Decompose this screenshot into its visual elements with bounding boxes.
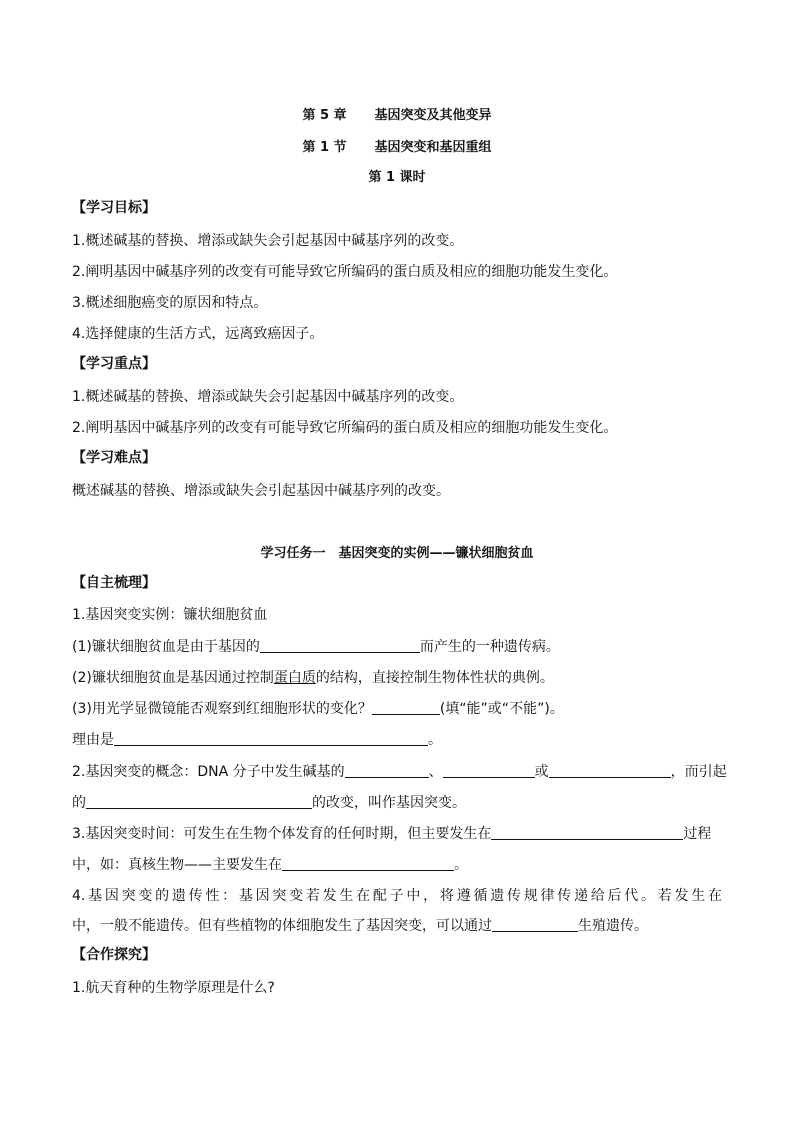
question-1	[72, 636, 560, 656]
question-text: 3.基因突变时间：可发生在生物个体发育的任何时期，但主要发生在	[72, 826, 492, 842]
answer-blank[interactable]	[260, 638, 420, 653]
key-points-title: 【学习重点】	[72, 356, 156, 372]
timing-line	[72, 823, 711, 843]
key-point-item: 1.概述碱基的替换、增添或缺失会引起基因中碱基序列的改变。	[72, 389, 464, 405]
question-text: 理由是	[72, 732, 114, 748]
chapter-title: 基因突变及其他变异	[374, 108, 492, 123]
answer-blank[interactable]	[491, 825, 683, 840]
goal-item: 1.概述碱基的替换、增添或缺失会引起基因中碱基序列的改变。	[72, 233, 464, 249]
answer-blank[interactable]	[345, 763, 429, 778]
question-space-breeding: 1.航天育种的生物学原理是什么?	[72, 980, 275, 996]
answer-blank[interactable]	[372, 700, 440, 715]
heredity-line: 4.基因突变的遗传性：基因突变若发生在配子中，将遵循遗传规律传递给后代。若发生在	[72, 888, 722, 904]
question-text: 的结构，直接控制生物体性状的典例。	[315, 670, 554, 686]
question-text: 或	[534, 764, 549, 780]
answer-blank[interactable]	[443, 763, 535, 778]
lesson-heading: 第 1 课时	[368, 170, 426, 185]
question-text: 2.基因突变的概念：DNA 分子中发生碱基的	[72, 764, 345, 780]
answer-blank[interactable]	[549, 763, 671, 778]
question-3	[72, 698, 564, 718]
question-text: 。	[454, 857, 468, 873]
goal-item: 2.阐明基因中碱基序列的改变有可能导致它所编码的蛋白质及相应的细胞功能发生变化。	[72, 264, 618, 280]
cooperation-title: 【合作探究】	[72, 947, 156, 963]
question-text: (2)镰状细胞贫血是基因通过控制	[72, 670, 274, 686]
section-title: 基因突变和基因重组	[374, 140, 492, 155]
answer-blank[interactable]	[86, 794, 312, 809]
heredity-line-2	[72, 915, 648, 935]
task1-title: 学习任务一 基因突变的实例——镰状细胞贫血	[260, 546, 534, 561]
reason-line	[72, 729, 442, 749]
question-text: 生殖遗传。	[578, 918, 648, 934]
question-text: (3)用光学显微镜能否观察到红细胞形状的变化？	[72, 701, 372, 717]
self-study-title: 【自主梳理】	[72, 575, 156, 591]
answer-blank[interactable]	[114, 731, 428, 746]
section-number: 第 1 节	[302, 140, 347, 155]
concept-line	[72, 761, 727, 781]
answer-blank[interactable]	[492, 917, 578, 932]
question-2	[72, 667, 554, 687]
timing-line-2	[72, 854, 468, 874]
answer-blank[interactable]	[282, 856, 454, 871]
underlined-term: 蛋白质	[273, 670, 316, 686]
difficulties-title: 【学习难点】	[72, 450, 156, 466]
question-text: 过程	[683, 826, 712, 842]
question-text: (1)镰状细胞贫血是由于基因的	[72, 639, 260, 655]
question-text: 中，如：真核生物——主要发生在	[72, 857, 282, 873]
concept-line-2	[72, 792, 466, 812]
difficulties-text: 概述碱基的替换、增添或缺失会引起基因中碱基序列的改变。	[72, 483, 450, 499]
question-text: (填“能”或“不能”)。	[439, 701, 564, 717]
question-text: 的改变，叫作基因突变。	[312, 795, 466, 811]
chapter-heading	[0, 104, 794, 123]
goal-item: 4.选择健康的生活方式，远离致癌因子。	[72, 326, 324, 342]
question-text: 。	[428, 732, 442, 748]
section-heading	[0, 136, 794, 155]
question-text: 的	[72, 795, 86, 811]
chapter-number: 第 5 章	[302, 108, 347, 123]
question-text: 中，一般不能遗传。但有些植物的体细胞发生了基因突变，可以通过	[72, 918, 492, 934]
question-text: 、	[428, 764, 443, 780]
goal-item: 3.概述细胞癌变的原因和特点。	[72, 295, 268, 311]
key-point-item: 2.阐明基因中碱基序列的改变有可能导致它所编码的蛋白质及相应的细胞功能发生变化。	[72, 420, 618, 436]
question-text: 而产生的一种遗传病。	[419, 639, 560, 655]
question-text: ，而引起	[670, 764, 727, 780]
example-line: 1.基因突变实例：镰状细胞贫血	[72, 607, 268, 623]
goals-title: 【学习目标】	[72, 200, 156, 216]
